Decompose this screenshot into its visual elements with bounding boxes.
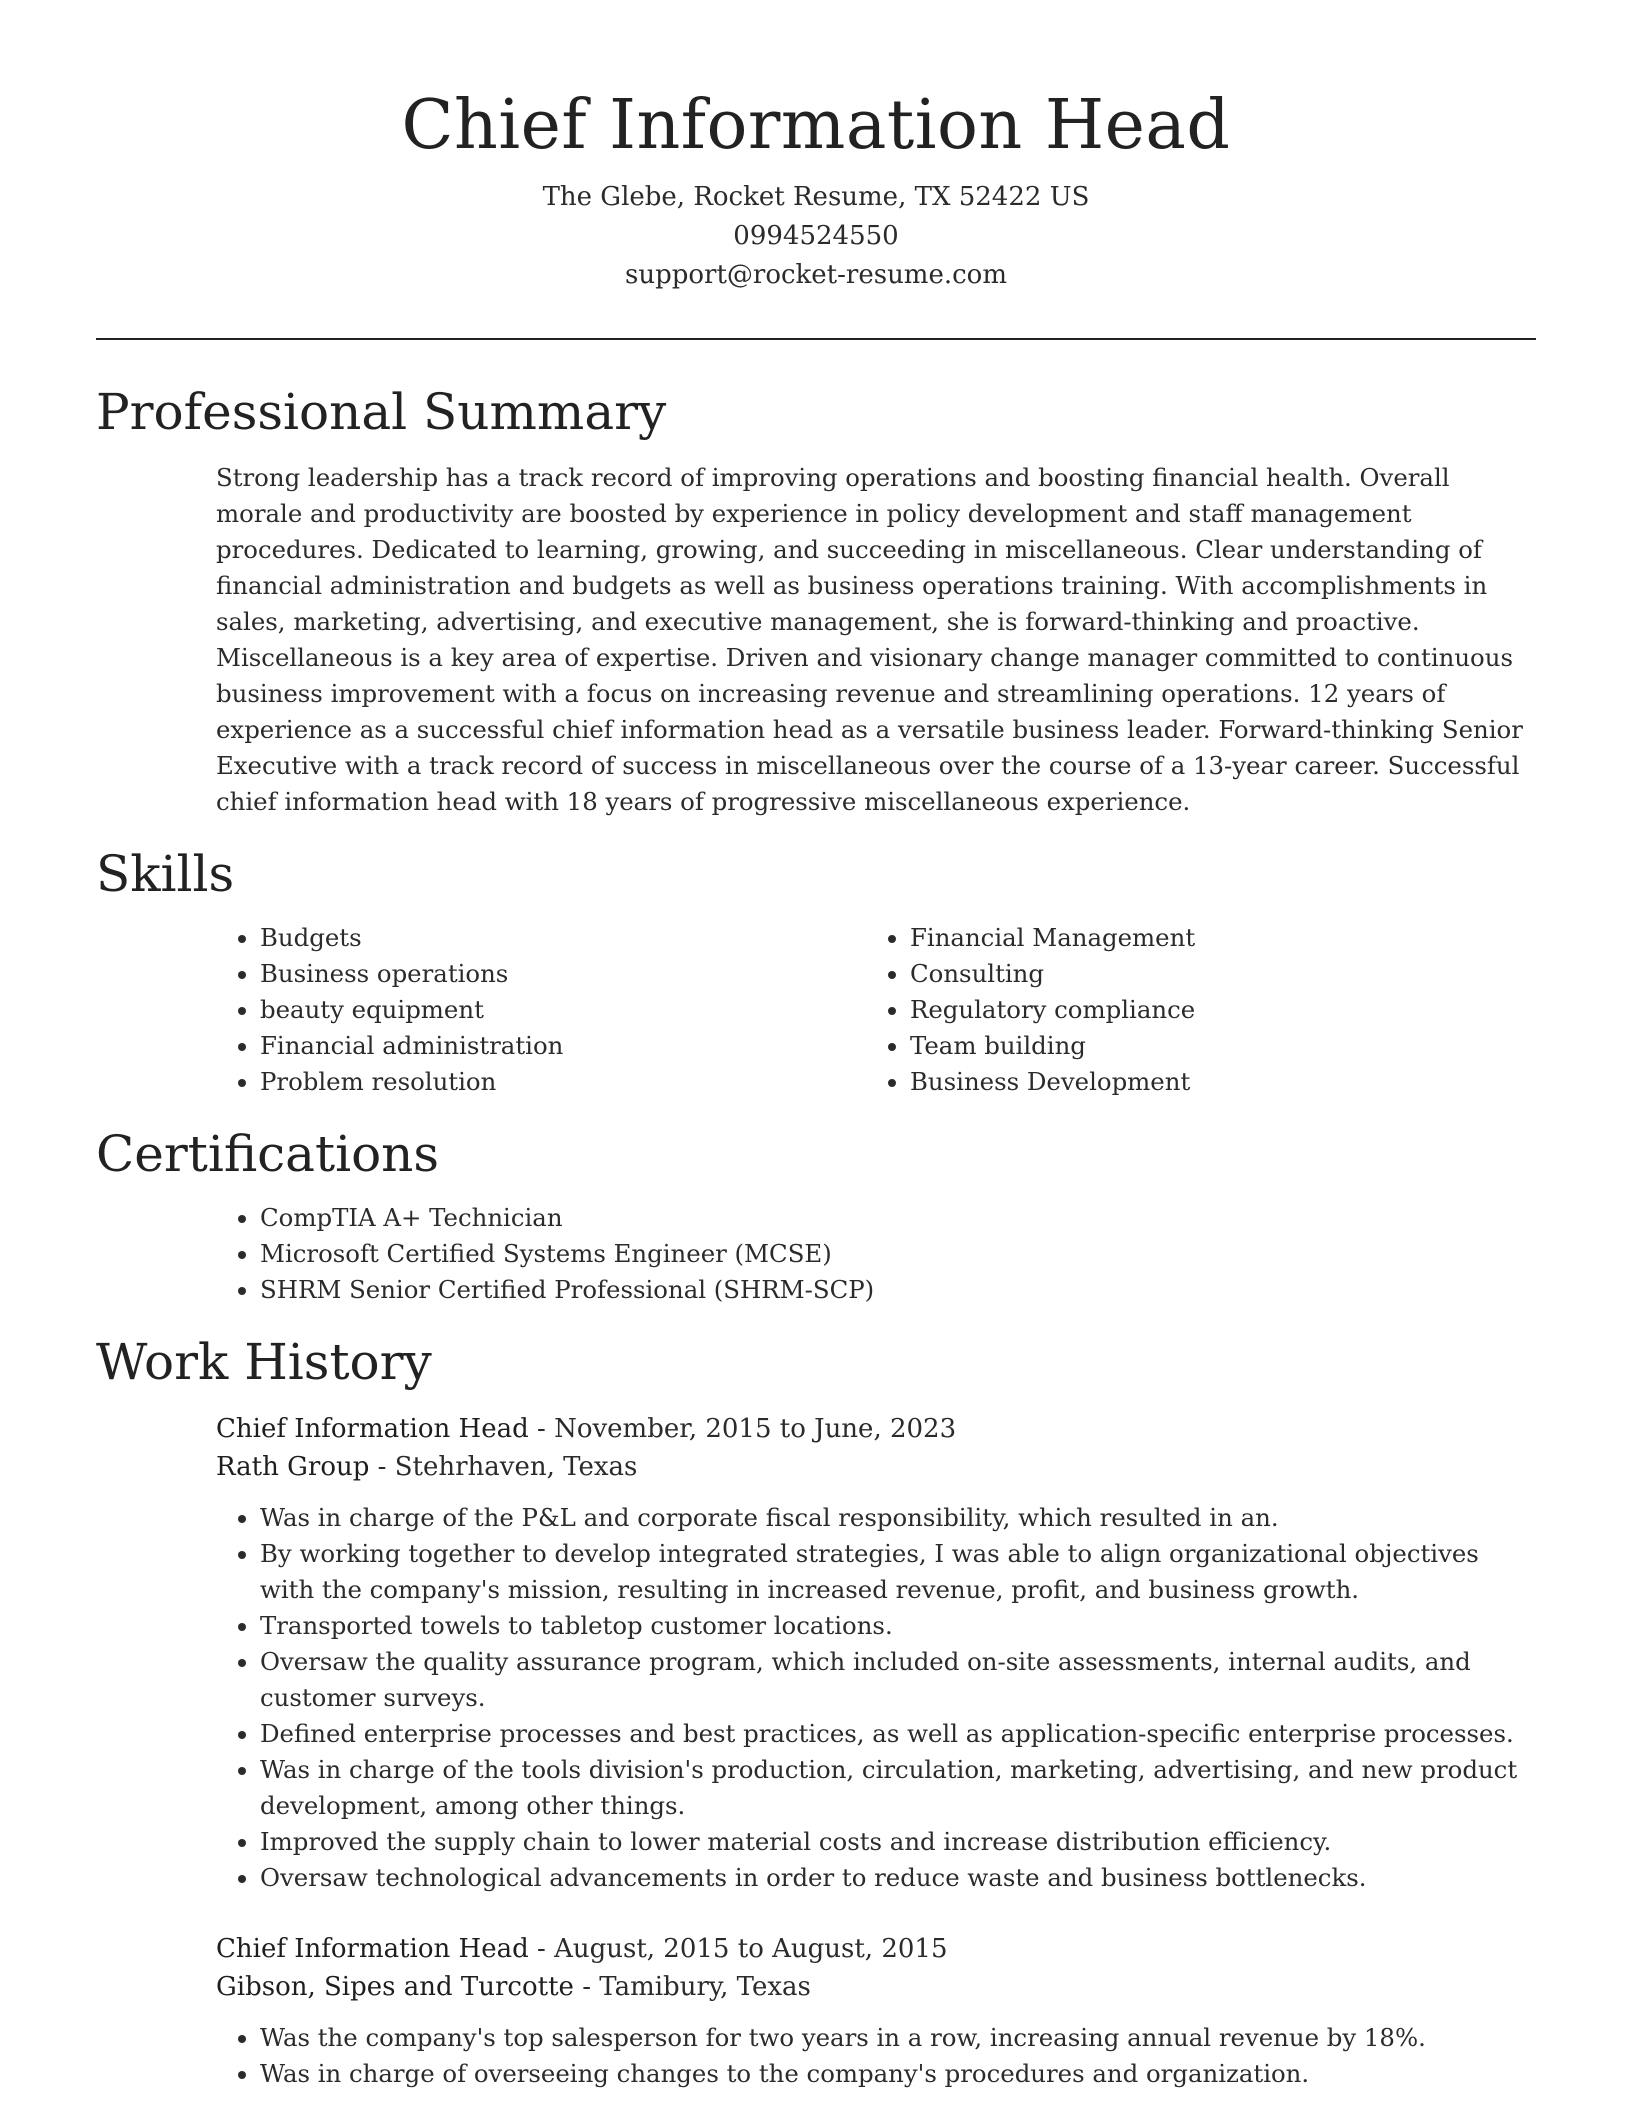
- skill-item: • Budgets: [260, 920, 866, 956]
- summary-text: Strong leadership has a track record of improving operations and boosting financial health. Overall morale and productivity are boosted by experience in policy development and staff management procedures. Dedicated to learning, growing, and succeeding in miscellaneous. Clear understanding of financial administration and budgets as well as business operations training. With accomplishments in sales, marketing, advertising, and executive management, she is forward-thinking and proactive. Miscellaneous is a key area of expertise. Driven and visionary change manager committed to continuous business improvement with a focus on increasing revenue and streamlining operations. 12 years of experience as a successful chief information head as a versatile business leader. Forward-thinking Senior Executive with a track record of success in miscellaneous over the course of a 13-year career. Successful chief information head with 18 years of progressive miscellaneous experience.: [216, 463, 1523, 816]
- job-bullet: • Oversaw technological advancements in order to reduce waste and business bottlenecks.: [260, 1860, 1536, 1896]
- job-bullet: • Oversaw the quality assurance program, which included on-site assessments, internal audits, and customer surveys.: [260, 1644, 1536, 1716]
- skill-item: • Business Development: [910, 1064, 1510, 1100]
- section-title-work-history: Work History: [96, 1333, 432, 1391]
- skill-item: • Problem resolution: [260, 1064, 866, 1100]
- skill-item: • beauty equipment: [260, 992, 866, 1028]
- job-bullet: • Was in charge of overseeing changes to the company's procedures and organization.: [260, 2056, 1536, 2092]
- section-title-summary: Professional Summary: [96, 383, 667, 441]
- certification-item: • CompTIA A+ Technician: [260, 1200, 1536, 1236]
- job-bullet: • Was in charge of the P&L and corporate fiscal responsibility, which resulted in an.: [260, 1500, 1536, 1536]
- job-entry: [216, 1930, 1536, 2092]
- section-title-certifications: Certifications: [96, 1125, 440, 1183]
- certification-list: [216, 1200, 1536, 1308]
- contact-address: The Glebe, Rocket Resume, TX 52422 US: [542, 182, 1090, 212]
- skill-item: • Regulatory compliance: [910, 992, 1510, 1028]
- section-title-skills: Skills: [96, 845, 235, 903]
- certification-item: • SHRM Senior Certified Professional (SHRM-SCP): [260, 1272, 1536, 1308]
- job-bullet: • Improved the supply chain to lower material costs and increase distribution efficiency.: [260, 1824, 1536, 1860]
- skill-item: • Consulting: [910, 956, 1510, 992]
- job-bullet: • Was the company's top salesperson for two years in a row, increasing annual revenue by 18%.: [260, 2020, 1536, 2056]
- job-bullet: • Was in charge of the tools division's production, circulation, marketing, advertising, and new product development, among other things.: [260, 1752, 1536, 1824]
- job-role: Chief Information Head: [216, 1934, 529, 1964]
- job-location: Tamibury, Texas: [599, 1972, 811, 2002]
- job-location: Stehrhaven, Texas: [394, 1452, 638, 1482]
- job-company: Gibson, Sipes and Turcotte: [216, 1972, 574, 2002]
- contact-block: [96, 178, 1536, 295]
- job-bullet-list: [216, 1500, 1536, 1896]
- job-dates: August, 2015 to August, 2015: [554, 1934, 948, 1964]
- contact-email: support@rocket-resume.com: [624, 260, 1007, 290]
- job-company: Rath Group: [216, 1452, 370, 1482]
- job-role: Chief Information Head: [216, 1414, 529, 1444]
- contact-phone: 0994524550: [733, 221, 899, 251]
- job-bullet: • Transported towels to tabletop customer locations.: [260, 1608, 1536, 1644]
- job-bullet-list: [216, 2020, 1536, 2092]
- skill-item: • Financial administration: [260, 1028, 866, 1064]
- skills-column-left: [216, 920, 866, 1100]
- job-entry: [216, 1410, 1536, 1896]
- skills-grid: [216, 920, 1536, 1100]
- header-divider: [96, 338, 1536, 340]
- skill-item: • Financial Management: [910, 920, 1510, 956]
- job-company-line: Rath Group - Stehrhaven, Texas: [216, 1452, 638, 1482]
- resume-page: [96, 0, 1536, 2092]
- resume-name: Chief Information Head: [401, 86, 1231, 165]
- job-company-line: Gibson, Sipes and Turcotte - Tamibury, Texas: [216, 1972, 811, 2002]
- certification-item: • Microsoft Certified Systems Engineer (MCSE): [260, 1236, 1536, 1272]
- skill-item: • Team building: [910, 1028, 1510, 1064]
- job-title-line: Chief Information Head - August, 2015 to August, 2015: [216, 1934, 948, 1964]
- skill-item: • Business operations: [260, 956, 866, 992]
- skills-column-right: [866, 920, 1510, 1100]
- job-title-line: Chief Information Head - November, 2015 to June, 2023: [216, 1414, 957, 1444]
- job-dates: November, 2015 to June, 2023: [554, 1414, 957, 1444]
- job-bullet: • Defined enterprise processes and best practices, as well as application-specific enterprise processes.: [260, 1716, 1536, 1752]
- job-bullet: • By working together to develop integrated strategies, I was able to align organizational objectives with the company's mission, resulting in increased revenue, profit, and business growth.: [260, 1536, 1536, 1608]
